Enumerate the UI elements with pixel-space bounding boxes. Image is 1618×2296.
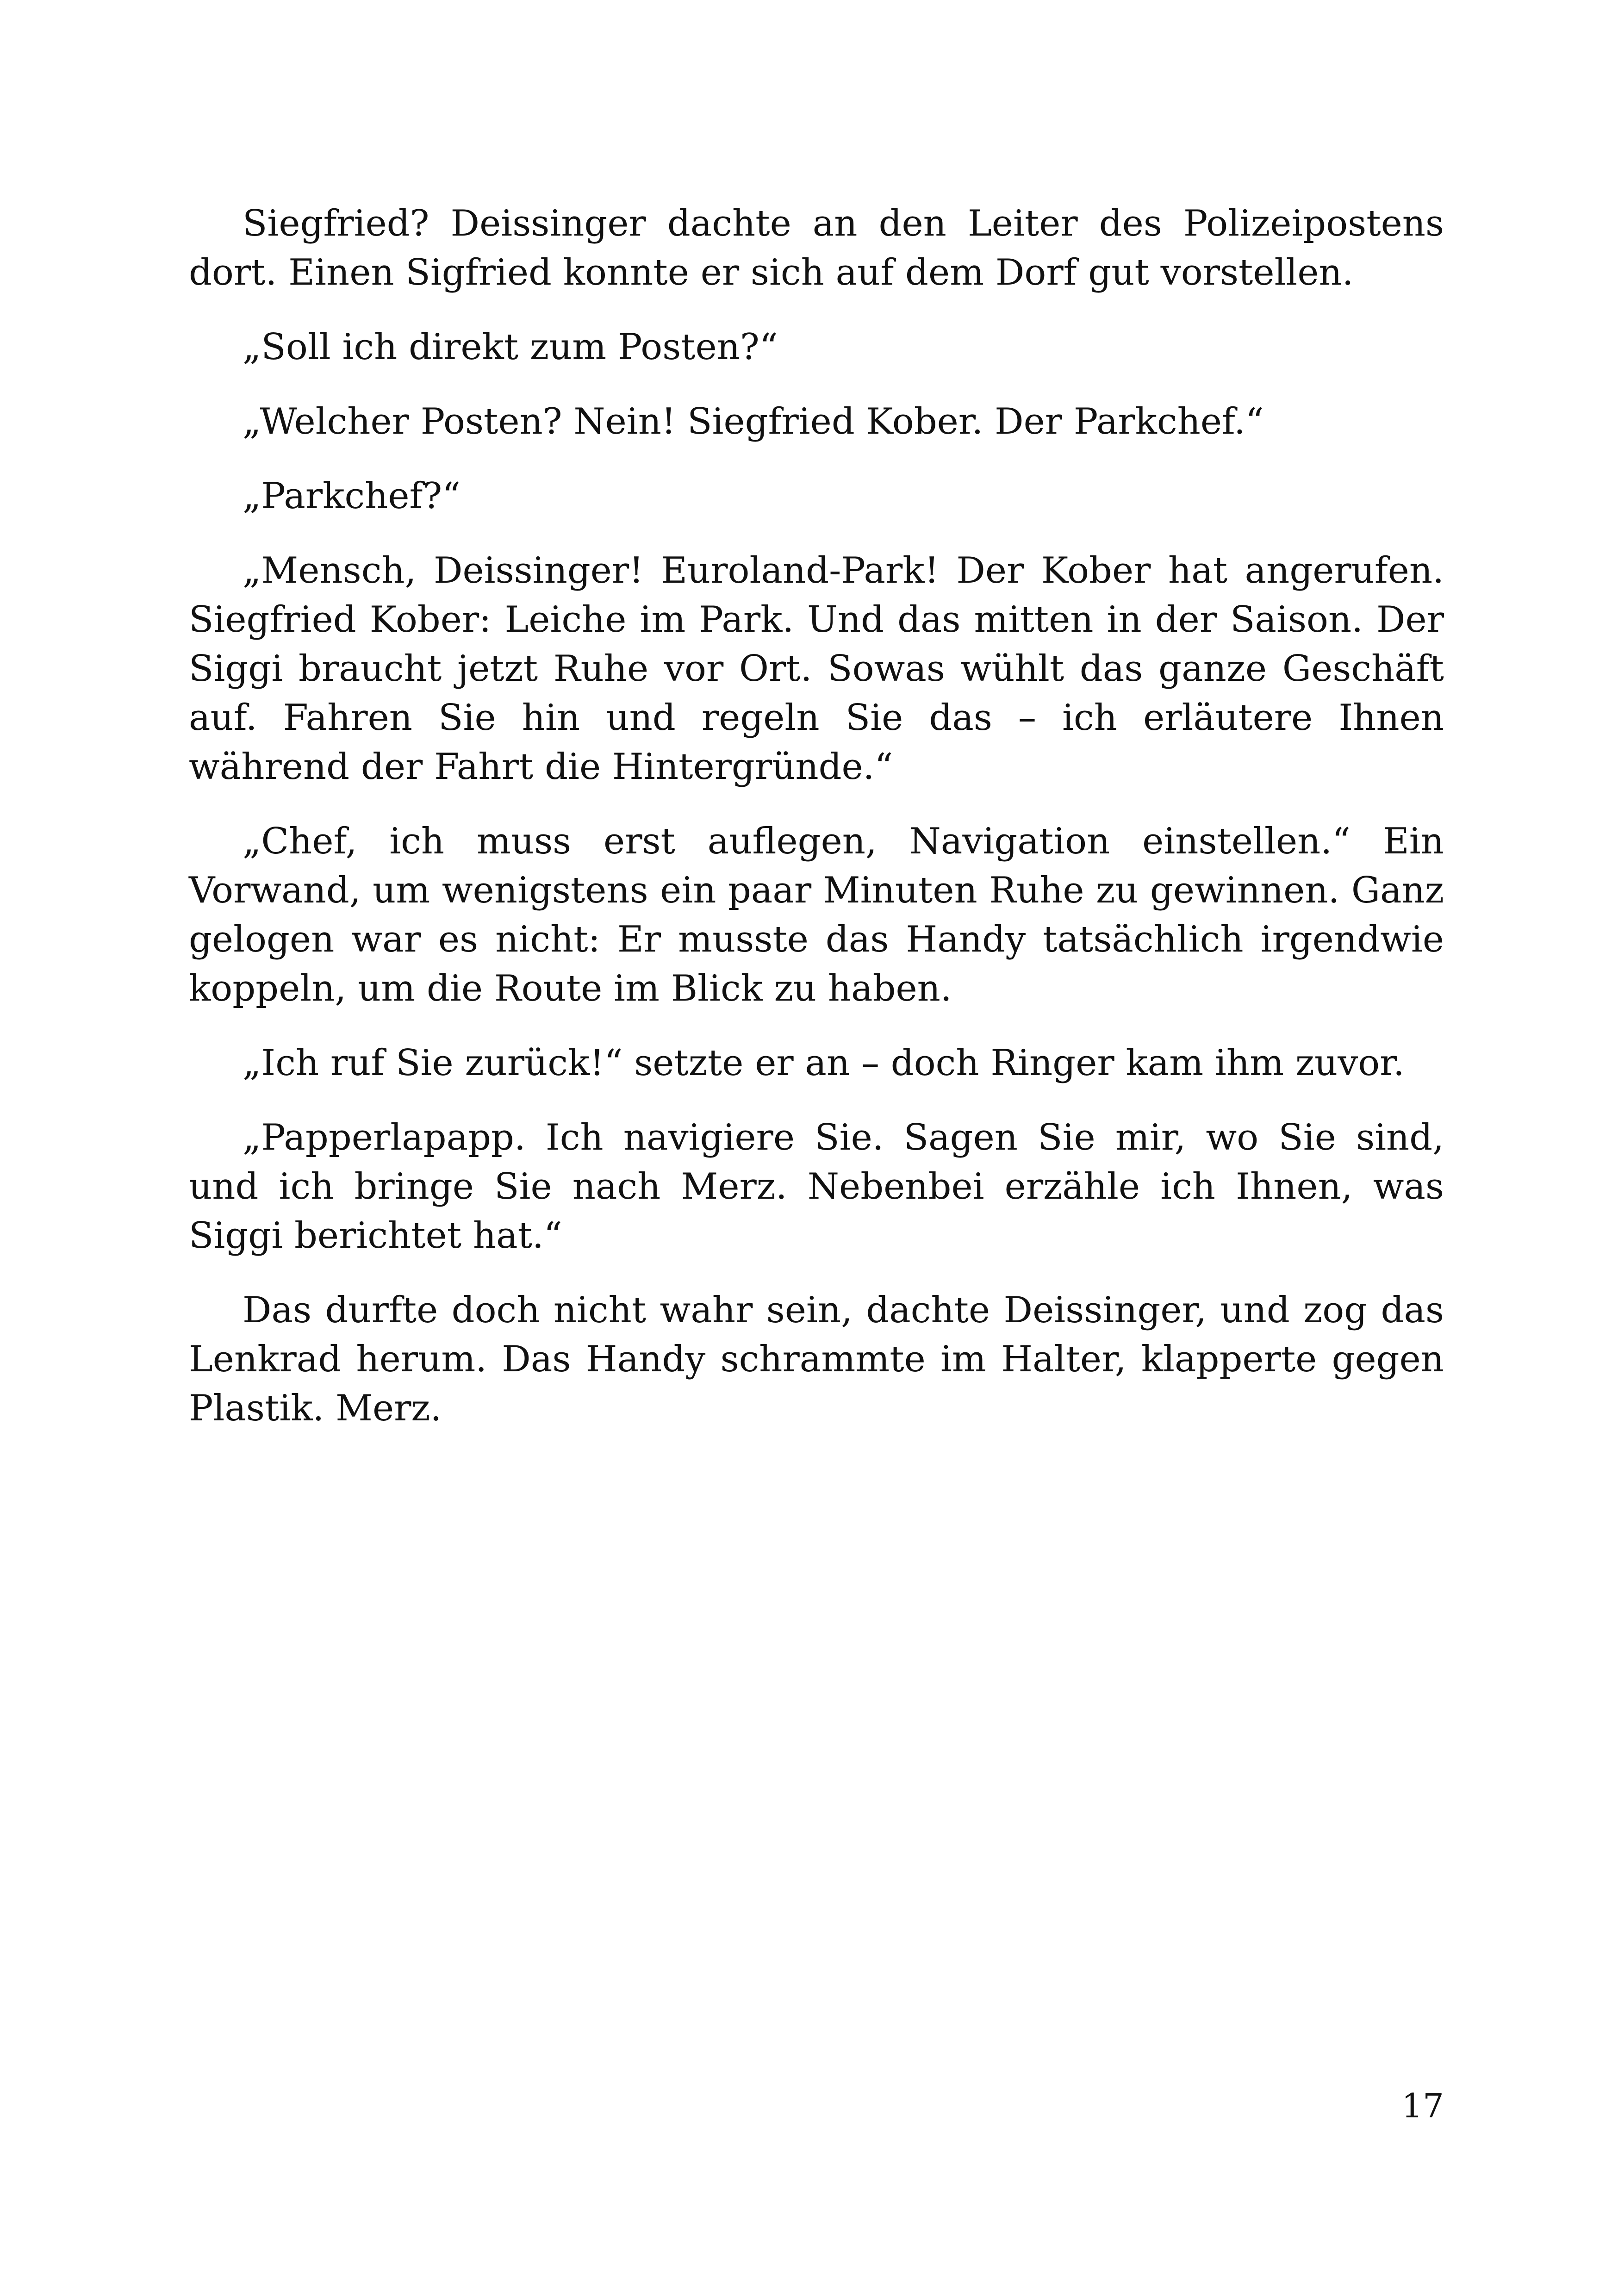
body-text bbox=[189, 199, 1444, 1458]
paragraph: „Papperlapapp. Ich navigiere Sie. Sagen Sie mir, wo Sie sind, und ich bringe Sie nach Merz. Nebenbei erzähle ich Ihnen, was Siggi berichtet hat.“ bbox=[189, 1117, 1444, 1257]
paragraph: „Parkchef?“ bbox=[243, 475, 461, 517]
paragraph: „Soll ich direkt zum Posten?“ bbox=[243, 326, 778, 368]
paragraph: „Mensch, Deissinger! Euroland-Park! Der Kober hat angerufen. Siegfried Kober: Leiche im Park. Und das mitten in der Saison. Der Siggi braucht jetzt Ruhe vor Ort. Sowas wühlt das ganze Geschäft auf. Fahren Sie hin und regeln Sie das – ich erläutere Ihnen während der Fahrt die Hintergründe.“ bbox=[189, 550, 1444, 788]
paragraph: „Ich ruf Sie zurück!“ setzte er an – doch Ringer kam ihm zuvor. bbox=[243, 1042, 1405, 1084]
paragraph: Das durfte doch nicht wahr sein, dachte Deissinger, und zog das Lenkrad herum. Das Handy schrammte im Halter, klapperte gegen Plastik. Merz. bbox=[189, 1289, 1444, 1429]
paragraph: „Welcher Posten? Nein! Siegfried Kober. Der Parkchef.“ bbox=[243, 401, 1264, 442]
page-number: 17 bbox=[1401, 2086, 1444, 2125]
paragraph: „Chef, ich muss erst auflegen, Navigation einstellen.“ Ein Vorwand, um wenigstens ein paar Minuten Ruhe zu gewinnen. Ganz gelogen war es nicht: Er musste das Handy tatsächlich irgendwie koppeln, um die Route im Blick zu haben. bbox=[189, 821, 1444, 1009]
paragraph: Siegfried? Deissinger dachte an den Leiter des Polizeipostens dort. Einen Sigfried konnte er sich auf dem Dorf gut vorstellen. bbox=[189, 203, 1444, 293]
